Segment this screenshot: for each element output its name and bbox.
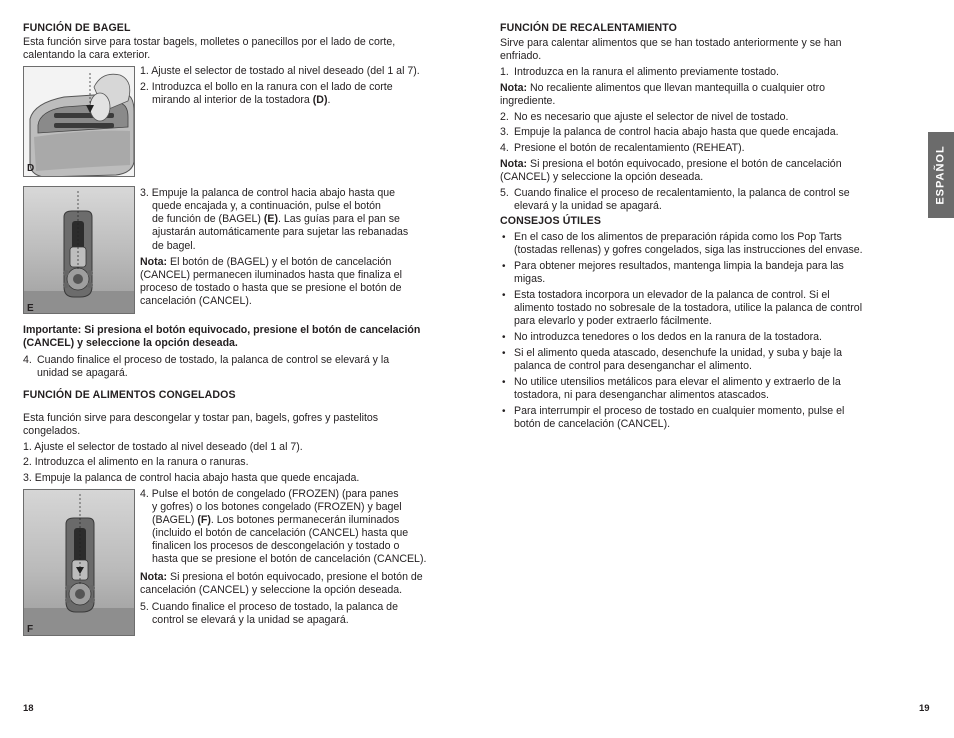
- bagel-step-3-line-1: 3. Empuje la palanca de control hacia abajo hasta que: [140, 187, 396, 199]
- bagel-note-line-2: (CANCEL) permanecen iluminados hasta que finaliza el: [140, 269, 403, 281]
- reheat-heading: FUNCIÓN DE RECALENTAMIENTO: [500, 22, 678, 34]
- tip-3-line-3: para elevarlo y poder extraerlo fácilmente.: [514, 315, 712, 327]
- reheat-step-1-number: 1.: [500, 66, 509, 78]
- bagel-note-line-4: cancelación (CANCEL).: [140, 295, 252, 307]
- bagel-step-1: 1. Ajuste el selector de tostado al nivel deseado (del 1 al 7).: [140, 65, 420, 77]
- frozen-step-5-line-1: 5. Cuando finalice el proceso de tostado, la palanca de: [140, 601, 398, 613]
- frozen-step-4-line-5: finalicen los procesos de descongelación y tostado o: [152, 540, 400, 552]
- tip-bullet: •: [502, 406, 506, 417]
- tip-2-line-2: migas.: [514, 273, 546, 285]
- reheat-intro-line-1: Sirve para calentar alimentos que se han tostado anteriormente y se han: [500, 37, 842, 49]
- tip-5-line-1: Si el alimento queda atascado, desenchufe la unidad, y suba y baje la: [514, 347, 843, 359]
- bagel-intro-line-2: calentando la cara exterior.: [23, 49, 151, 61]
- tip-bullet: •: [502, 348, 506, 359]
- tip-7-line-2: botón de cancelación (CANCEL).: [514, 418, 671, 430]
- bagel-step-4-line-2: unidad se apagará.: [37, 367, 128, 379]
- reheat-step-5-line-2: elevará y la unidad se apagará.: [514, 200, 662, 212]
- frozen-step-4-line-4: (incluido el botón de cancelación (CANCEL) hasta que: [152, 527, 409, 539]
- tip-3-line-1: Esta tostadora incorpora un elevador de la palanca de control. Si el: [514, 289, 830, 301]
- reheat-step-2: No es necesario que ajuste el selector de nivel de tostado.: [514, 111, 789, 123]
- frozen-intro-line-2: congelados.: [23, 425, 81, 437]
- reheat-step-3: Empuje la palanca de control hacia abajo hasta que quede encajada.: [514, 126, 839, 138]
- tip-bullet: •: [502, 232, 506, 243]
- reheat-step-5-number: 5.: [500, 187, 509, 199]
- tip-bullet: •: [502, 290, 506, 301]
- frozen-step-4-line-2: y gofres) o los botones congelado (FROZEN) y bagel: [152, 501, 402, 513]
- page-number-right: 19: [919, 703, 930, 714]
- reheat-step-4: Presione el botón de recalentamiento (REHEAT).: [514, 142, 745, 154]
- tips-heading: CONSEJOS ÚTILES: [500, 215, 601, 227]
- figure-f-toaster-frozen-button: [23, 489, 135, 636]
- reheat-step-2-number: 2.: [500, 111, 509, 123]
- reheat-step-4-number: 4.: [500, 142, 509, 154]
- reheat-intro-line-2: enfriado.: [500, 50, 542, 62]
- tip-4-line-1: No introduzca tenedores o los dedos en la ranura de la tostadora.: [514, 331, 823, 343]
- bagel-note-line-1: Nota: El botón de (BAGEL) y el botón de cancelación: [140, 256, 392, 268]
- bagel-step-3-line-5: de bagel.: [152, 240, 196, 252]
- tip-bullet: •: [502, 377, 506, 388]
- frozen-step-1: 1. Ajuste el selector de tostado al nivel deseado (del 1 al 7).: [23, 441, 303, 453]
- tip-2-line-1: Para obtener mejores resultados, mantenga limpia la bandeja para las: [514, 260, 844, 272]
- tip-5-line-2: palanca de control para desenganchar el alimento.: [514, 360, 752, 372]
- bagel-step-3-line-3: de función de (BAGEL) (E). Las guías para el pan se: [152, 213, 400, 225]
- tip-bullet: •: [502, 261, 506, 272]
- figure-e-toaster-bagel-button: [23, 186, 135, 314]
- tip-6-line-1: No utilice utensilios metálicos para elevar el alimento y extraerlo de la: [514, 376, 841, 388]
- tip-1-line-2: (tostadas rellenas) y gofres congelados, siga las instrucciones del envase.: [514, 244, 863, 256]
- page-number-left: 18: [23, 703, 34, 714]
- bagel-important-line-2: (CANCEL) y seleccione la opción deseada.: [23, 337, 238, 349]
- reheat-note-1-line-1: Nota: No recaliente alimentos que llevan mantequilla o cualquier otro: [500, 82, 826, 94]
- bagel-important-line-1: Importante: Si presiona el botón equivocado, presione el botón de cancelación: [23, 324, 421, 336]
- frozen-heading: FUNCIÓN DE ALIMENTOS CONGELADOS: [23, 389, 236, 401]
- reheat-note-1-line-2: ingrediente.: [500, 95, 556, 107]
- bagel-step-3-line-2: quede encajada y, a continuación, pulse el botón: [152, 200, 381, 212]
- bagel-note-line-3: proceso de tostado o hasta que se presione el botón de: [140, 282, 402, 294]
- frozen-step-2: 2. Introduzca el alimento en la ranura o ranuras.: [23, 456, 249, 468]
- tip-6-line-2: tostadora, ni para desenganchar alimentos atascados.: [514, 389, 770, 401]
- reheat-note-2-line-1: Nota: Si presiona el botón equivocado, presione el botón de cancelación: [500, 158, 842, 170]
- figure-e-label: E: [27, 303, 34, 314]
- tip-7-line-1: Para interrumpir el proceso de tostado en cualquier momento, pulse el: [514, 405, 845, 417]
- frozen-note-line-1: Nota: Si presiona el botón equivocado, presione el botón de: [140, 571, 423, 583]
- tip-bullet: •: [502, 332, 506, 343]
- language-side-tab: ESPAÑOL: [928, 132, 954, 218]
- reheat-step-3-number: 3.: [500, 126, 509, 138]
- reheat-step-5-line-1: Cuando finalice el proceso de recalentamiento, la palanca de control se: [514, 187, 850, 199]
- bagel-intro-line-1: Esta función sirve para tostar bagels, molletes o panecillos por el lado de corte,: [23, 36, 396, 48]
- reheat-note-2-line-2: (CANCEL) y seleccione la opción deseada.: [500, 171, 704, 183]
- frozen-intro-line-1: Esta función sirve para descongelar y tostar pan, bagels, gofres y pastelitos: [23, 412, 379, 424]
- bagel-step-4-number: 4.: [23, 354, 32, 366]
- bagel-step-2-line-1: 2. Introduzca el bollo en la ranura con el lado de corte: [140, 81, 393, 93]
- figure-d-label: D: [27, 163, 35, 174]
- frozen-step-4-line-3: (BAGEL) (F). Los botones permanecerán iluminados: [152, 514, 400, 526]
- frozen-note-line-2: cancelación (CANCEL) y seleccione la opción deseada.: [140, 584, 403, 596]
- frozen-step-4-line-6: hasta que se presione el botón de cancelación (CANCEL).: [152, 553, 427, 565]
- figure-d-toaster-insert-bagel: [23, 66, 135, 177]
- reheat-step-1: Introduzca en la ranura el alimento previamente tostado.: [514, 66, 779, 78]
- bagel-step-2-line-2: mirando al interior de la tostadora (D).: [152, 94, 331, 106]
- frozen-step-5-line-2: control se elevará y la unidad se apagará.: [152, 614, 349, 626]
- tip-1-line-1: En el caso de los alimentos de preparación rápida como los Pop Tarts: [514, 231, 842, 243]
- bagel-step-4-line-1: Cuando finalice el proceso de tostado, la palanca de control se elevará y la: [37, 354, 390, 366]
- toaster-panel-bagel-illustration: [24, 187, 135, 314]
- frozen-step-3: 3. Empuje la palanca de control hacia abajo hasta que quede encajada.: [23, 472, 360, 484]
- toaster-panel-frozen-illustration: [24, 490, 135, 636]
- toaster-bagel-illustration: [24, 67, 135, 177]
- frozen-step-4-line-1: 4. Pulse el botón de congelado (FROZEN) (para panes: [140, 488, 399, 500]
- bagel-step-3-line-4: ajustarán automáticamente para sujetar las rebanadas: [152, 226, 409, 238]
- figure-f-label: F: [27, 624, 34, 635]
- bagel-heading: FUNCIÓN DE BAGEL: [23, 22, 131, 34]
- tip-3-line-2: alimento tostado no sobresale de la tostadora, utilice la palanca de control: [514, 302, 863, 314]
